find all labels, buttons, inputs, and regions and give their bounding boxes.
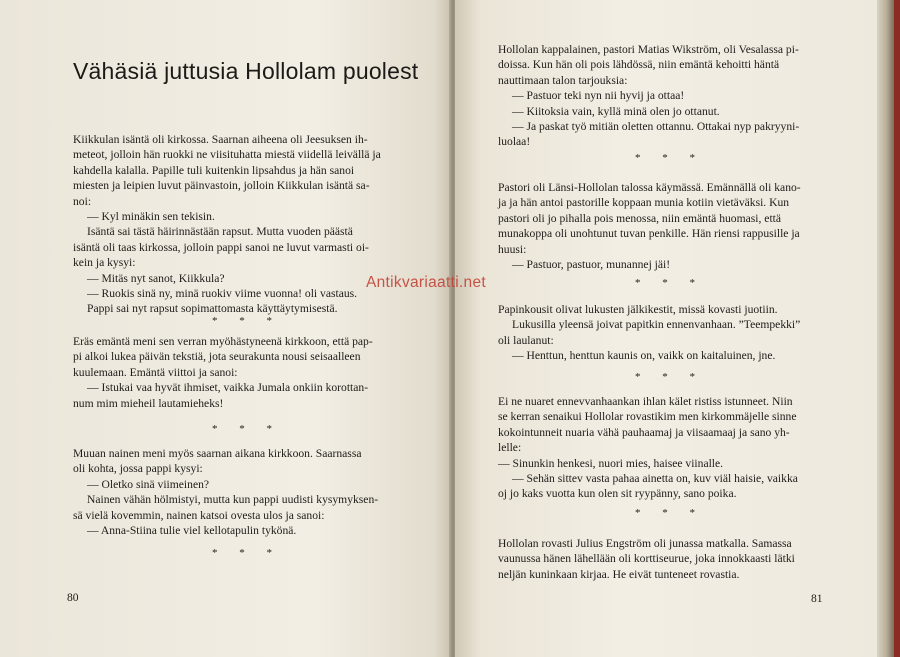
separator-star: * — [239, 315, 245, 327]
text-line: neljän kuninkaan kirjaa. He eivät tunteneet rovastia. — [498, 567, 740, 581]
separator-star: * — [689, 152, 695, 164]
separator-star: * — [635, 277, 641, 289]
separator-star: * — [689, 507, 695, 519]
text-line: — Ja paskat työ mitiän oletten ottannu. Ottakai nyp pakryyni- — [512, 119, 800, 133]
separator-star: * — [266, 315, 272, 327]
text-line: Eräs emäntä meni sen verran myöhästyneenä kirkkoon, että pap- — [73, 335, 373, 348]
right-page — [455, 0, 877, 657]
text-line: num mim mieheil lautamieheks! — [73, 396, 224, 410]
section-separator — [212, 422, 272, 437]
text-line: munakoppa oli unohtunut tuvan penkille. Hän riensi rappusille ja — [498, 227, 800, 241]
right-story-2 — [498, 180, 801, 272]
section-separator — [635, 506, 695, 521]
text-line: vaunussa hänen lähellään oli korttiseurue, joka innokkaasti lätki — [498, 552, 795, 566]
right-story-3 — [498, 302, 800, 364]
text-line: kein ja kysyi: — [73, 256, 136, 270]
text-line: — Pastuor, pastuor, munannej jäi! — [512, 257, 671, 271]
text-line: isäntä oli taas kirkossa, jolloin pappi sanoi ne luvut varmasti oi- — [73, 240, 369, 254]
text-line: noi: — [73, 194, 92, 208]
separator-star: * — [212, 547, 218, 559]
separator-star: * — [635, 152, 641, 164]
separator-star: * — [662, 507, 668, 519]
text-line: — Pastuor teki nyn nii hyvij ja ottaa! — [512, 89, 685, 103]
text-line: miesten ja leipien luvut päinvastoin, jolloin Kiikkulan isäntä sa- — [73, 179, 370, 193]
separator-star: * — [662, 371, 668, 383]
right-story-5 — [498, 536, 795, 582]
separator-star: * — [635, 371, 641, 383]
left-story-2 — [73, 334, 373, 411]
right-story-1 — [498, 42, 799, 150]
watermark-text: Antikvariaatti.net — [366, 274, 486, 291]
text-line: Kiikkulan isäntä oli kirkossa. Saarnan aiheena oli Jeesuksen ih- — [73, 133, 368, 146]
separator-star: * — [662, 152, 668, 164]
separator-star: * — [239, 547, 245, 559]
text-line: sä vielä kovemmin, nainen katsoi ovesta ulos ja sanoi: — [73, 508, 325, 522]
text-line: kahdella kalalla. Papille tuli kuitenkin lipsahdus ja hän sanoi — [73, 163, 355, 177]
text-line: — Istukai vaa hyvät ihmiset, vaikka Jumala onkiin korottan- — [87, 381, 369, 395]
page-number: 81 — [811, 592, 823, 605]
text-line: doissa. Kun hän oli pois lähdössä, niin emäntä kehoitti häntä — [498, 58, 780, 72]
cover-edge — [894, 0, 900, 657]
text-line: kokointunneit nuaria vähä pauhaamaj ja viisaamaaj ja sano yh- — [498, 425, 790, 439]
chapter-title: Vähäsiä juttusia Hollolam puolest — [73, 58, 419, 84]
text-line: luolaa! — [498, 135, 531, 149]
text-line: pi alkoi lukea päivän tekstiä, jota seurakunta nousi seisaalleen — [73, 350, 361, 364]
text-line: ja ja hän antoi pastorille koppaan munia kotiin vietäväksi. Kun — [498, 196, 790, 210]
text-line: Muuan nainen meni myös saarnan aikana kirkkoon. Saarnassa — [73, 447, 362, 460]
separator-star: * — [689, 371, 695, 383]
separator-star: * — [689, 277, 695, 289]
separator-star: * — [662, 277, 668, 289]
text-line: Isäntä sai tästä häirinnästään rapsut. Mutta vuoden päästä — [87, 225, 353, 239]
left-story-1 — [73, 132, 381, 317]
text-line: — Mitäs nyt sanot, Kiikkula? — [87, 271, 225, 285]
book-edge — [877, 0, 900, 657]
text-line: — Henttun, henttun kaunis on, vaikk on kaitaluinen, jne. — [512, 349, 776, 363]
text-line: Ei ne nuaret ennevvanhaankan ihlan kälet ristiss istunneet. Niin — [498, 395, 793, 408]
separator-star: * — [239, 423, 245, 435]
separator-star: * — [635, 507, 641, 519]
separator-star: * — [266, 547, 272, 559]
text-line: Hollolan rovasti Julius Engström oli junassa matkalla. Samassa — [498, 537, 792, 550]
section-separator — [635, 370, 695, 385]
left-story-3 — [73, 446, 378, 538]
text-line: oli kohta, jossa pappi kysyi: — [73, 462, 203, 476]
text-line: kuulemaan. Emäntä viittoi ja sanoi: — [73, 365, 238, 379]
text-line: lelle: — [498, 441, 522, 455]
separator-star: * — [266, 423, 272, 435]
text-line: — Kyl minäkin sen tekisin. — [87, 209, 215, 223]
text-line: Nainen vähän hölmistyi, mutta kun pappi uudisti kysymyksen- — [87, 493, 379, 507]
section-separator — [635, 276, 695, 291]
text-line: meteot, jolloin hän ruokki ne viisituhatta miestä viidellä leivällä ja — [73, 148, 381, 162]
text-line: pastori oli jo pihalla pois menossa, niin emäntä huomasi, että — [498, 211, 782, 225]
separator-star: * — [212, 423, 218, 435]
text-line: Pastori oli Länsi-Hollolan talossa käymässä. Emännällä oli kano- — [498, 181, 801, 194]
text-line: nauttimaan talon tarjouksia: — [498, 73, 628, 87]
text-line: — Sinunkin henkesi, nuori mies, haisee viinalle. — [498, 456, 724, 470]
text-line: Hollolan kappalainen, pastori Matias Wikström, oli Vesalassa pi- — [498, 43, 799, 56]
section-separator — [212, 314, 272, 329]
text-line: oj jo kaks vuotta kun olen sit ryypänny, sano poika. — [498, 487, 737, 501]
section-separator — [635, 151, 695, 166]
text-line: — Sehän sittev vasta pahaa ainetta on, kuv viäl haisie, vaikka — [512, 471, 798, 485]
text-line: — Anna-Stiina tulie viel kellotapulin tykönä. — [87, 523, 297, 537]
page-number: 80 — [67, 591, 79, 604]
text-line: huusi: — [498, 242, 527, 256]
text-line: se kerran senaikui Hollolar rovastikim men kirkommäjelle sinne — [498, 410, 797, 424]
text-line: Pappi sai nyt rapsut sopimattomasta käyttäytymisestä. — [87, 302, 338, 316]
text-line: Papinkousit olivat lukusten jälkikestit, missä kovasti juotiin. — [498, 303, 778, 316]
separator-star: * — [212, 315, 218, 327]
right-story-4 — [498, 394, 798, 502]
section-separator — [212, 546, 272, 561]
text-line: Lukusilla yleensä joivat papitkin ennenvanhaan. ”Teempekki” — [512, 318, 801, 332]
text-line: — Kiitoksia vain, kyllä minä olen jo ottanut. — [512, 104, 720, 118]
text-line: oli laulanut: — [498, 333, 554, 347]
text-line: — Ruokis sinä ny, minä ruokiv viime vuonna! oli vastaus. — [87, 286, 358, 300]
text-line: — Oletko sinä viimeinen? — [87, 477, 210, 491]
